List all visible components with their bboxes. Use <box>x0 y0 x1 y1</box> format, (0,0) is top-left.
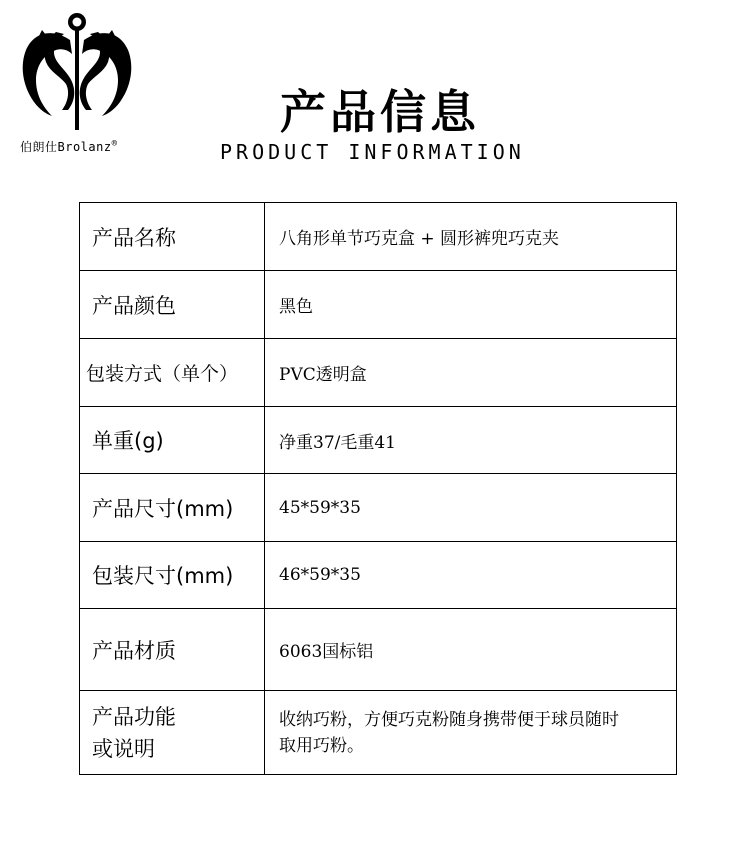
row-label-line: 或说明 <box>92 736 155 761</box>
row-value-line: 收纳巧粉，方便巧克粉随身携带便于球员随时 <box>279 709 619 730</box>
row-label: 包装方式（单个） <box>80 339 265 407</box>
table-row <box>80 271 677 339</box>
registered-mark: ® <box>111 139 118 149</box>
row-label: 产品材质 <box>80 609 265 691</box>
row-label: 包装尺寸(mm) <box>80 542 265 609</box>
row-value: 45*59*35 <box>265 474 677 542</box>
table-row <box>80 339 677 407</box>
row-value: 净重37/毛重41 <box>265 407 677 474</box>
table-row <box>80 203 677 271</box>
table-row <box>80 407 677 474</box>
table-row <box>80 474 677 542</box>
row-label <box>80 691 265 775</box>
brand-name-text: 伯朗仕Brolanz <box>20 140 112 154</box>
row-value-line: 取用巧粉。 <box>279 735 364 756</box>
row-label: 产品尺寸(mm) <box>80 474 265 542</box>
table-row <box>80 609 677 691</box>
table-row <box>80 542 677 609</box>
row-value: 6063国标铝 <box>265 609 677 691</box>
row-value: 46*59*35 <box>265 542 677 609</box>
product-info-table <box>79 202 677 775</box>
row-label: 产品颜色 <box>80 271 265 339</box>
row-label: 单重(g) <box>80 407 265 474</box>
table-row <box>80 691 677 775</box>
row-label-line: 产品功能 <box>92 704 176 729</box>
row-value: PVC透明盒 <box>265 339 677 407</box>
row-value: 八角形单节巧克盒 + 圆形裤兜巧克夹 <box>265 203 677 271</box>
row-value <box>265 691 677 775</box>
row-label: 产品名称 <box>80 203 265 271</box>
page-subtitle: PRODUCT INFORMATION <box>220 140 525 164</box>
page-title: 产品信息 <box>280 85 480 139</box>
row-value: 黑色 <box>265 271 677 339</box>
